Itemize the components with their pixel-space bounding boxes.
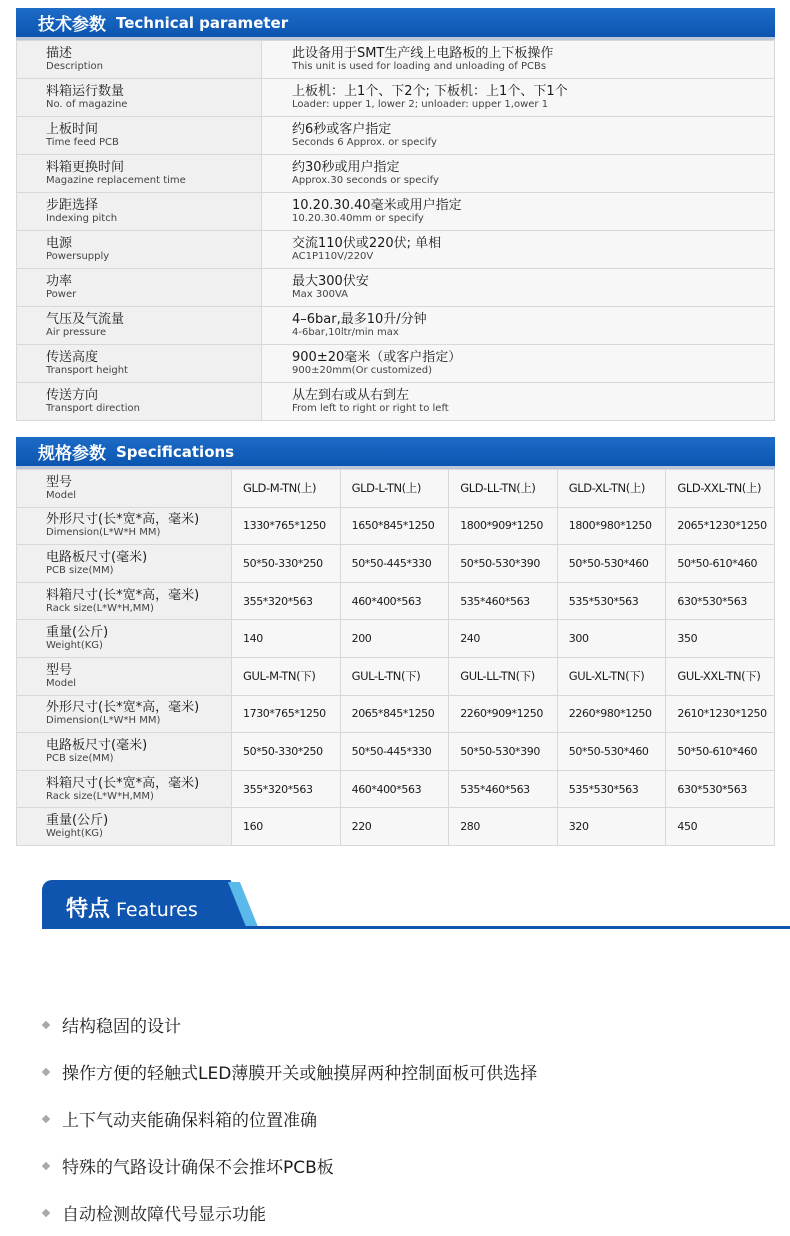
param-value-cell: [262, 193, 775, 231]
spec-value-cell: GUL-L-TN(下): [340, 657, 449, 695]
spec-value-cell: 2260*980*1250: [557, 695, 666, 733]
spec-label-cell: [17, 733, 232, 771]
spec-label-en: Weight(KG): [46, 828, 103, 840]
spec-value-cell: 160: [232, 808, 341, 846]
param-label-en: Transport height: [46, 365, 128, 376]
table-row: [17, 307, 775, 345]
spec-value-cell: 2260*909*1250: [449, 695, 558, 733]
param-label-cell: [17, 231, 262, 269]
spec-label-en: PCB size(MM): [46, 752, 114, 764]
table-row: [17, 117, 775, 155]
spec-value-cell: 450: [666, 808, 775, 846]
param-value-cell: [262, 79, 775, 117]
param-value-zh: 900±20毫米（或客户指定）: [292, 350, 462, 365]
table-row: [17, 155, 775, 193]
spec-label-cell: [17, 507, 232, 545]
spec-label-cell: [17, 695, 232, 733]
spec-label-zh: 电路板尺寸(毫米): [46, 549, 148, 565]
param-label-cell: [17, 117, 262, 155]
spec-value-cell: 50*50-530*390: [449, 733, 558, 771]
spec-value-cell: 460*400*563: [340, 582, 449, 620]
diamond-bullet-icon: [42, 1208, 50, 1216]
param-label-cell: [17, 155, 262, 193]
param-value-en: 4-6bar,10ltr/min max: [292, 327, 399, 338]
diamond-bullet-icon: [42, 1020, 50, 1028]
table-row: [17, 808, 775, 846]
param-value-en: 900±20mm(Or customized): [292, 365, 432, 376]
feature-text: 操作方便的轻触式LED薄膜开关或触摸屏两种控制面板可供选择: [62, 1064, 538, 1084]
spec-label-en: Rack size(L*W*H,MM): [46, 790, 154, 802]
spec-label-en: Model: [46, 677, 77, 689]
spec-value-cell: 50*50-610*460: [666, 545, 775, 583]
spec-value-cell: 460*400*563: [340, 770, 449, 808]
diamond-bullet-icon: [42, 1067, 50, 1075]
param-label-zh: 气压及气流量: [46, 312, 125, 327]
feature-text: 特殊的气路设计确保不会推坏PCB板: [62, 1158, 334, 1178]
features-list: [40, 1001, 780, 1236]
param-label-zh: 功率: [46, 274, 73, 289]
table-row: [17, 269, 775, 307]
spec-value-cell: 140: [232, 620, 341, 658]
param-label-zh: 电源: [46, 236, 73, 251]
param-label-cell: [17, 193, 262, 231]
table-row: [17, 231, 775, 269]
spec-value-cell: 355*320*563: [232, 582, 341, 620]
spec-value-cell: GLD-XL-TN(上): [557, 470, 666, 508]
section-title-en: Specifications: [116, 442, 235, 461]
table-row: [17, 695, 775, 733]
param-value-zh: 最大300伏安: [292, 274, 369, 289]
spec-value-cell: 2065*845*1250: [340, 695, 449, 733]
spec-value-cell: GUL-M-TN(下): [232, 657, 341, 695]
spec-value-cell: 535*460*563: [449, 582, 558, 620]
spec-label-en: Model: [46, 489, 77, 501]
features-underline: [42, 926, 790, 929]
param-value-en: Loader: upper 1, lower 2; unloader: upper 1,ower 1: [292, 99, 549, 110]
spec-value-cell: 240: [449, 620, 558, 658]
spec-value-cell: 220: [340, 808, 449, 846]
param-label-zh: 步距选择: [46, 198, 99, 213]
spec-value-cell: 50*50-330*250: [232, 545, 341, 583]
param-value-zh: 从左到右或从右到左: [292, 388, 410, 403]
param-label-cell: [17, 79, 262, 117]
param-label-en: No. of magazine: [46, 99, 128, 110]
table-row: [17, 657, 775, 695]
feature-text: 上下气动夹能确保料箱的位置准确: [62, 1111, 317, 1131]
spec-value-cell: 200: [340, 620, 449, 658]
param-label-cell: [17, 345, 262, 383]
param-value-cell: [262, 231, 775, 269]
spec-value-cell: 1800*909*1250: [449, 507, 558, 545]
spec-value-cell: 355*320*563: [232, 770, 341, 808]
param-label-en: Transport direction: [46, 403, 140, 414]
spec-label-cell: [17, 770, 232, 808]
spec-label-cell: [17, 470, 232, 508]
spec-value-cell: 50*50-610*460: [666, 733, 775, 771]
feature-item: [40, 1095, 780, 1142]
spec-label-zh: 重量(公斤): [46, 813, 109, 829]
spec-value-cell: GLD-L-TN(上): [340, 470, 449, 508]
spec-value-cell: 320: [557, 808, 666, 846]
param-value-en: 10.20.30.40mm or specify: [292, 213, 424, 224]
specifications-table: [16, 469, 775, 846]
technical-parameter-header: [16, 8, 775, 40]
feature-item: [40, 1142, 780, 1189]
diamond-bullet-icon: [42, 1161, 50, 1169]
spec-label-zh: 外形尺寸(长*宽*高，毫米): [46, 700, 200, 716]
param-value-zh: 交流110伏或220伏; 单相: [292, 236, 442, 251]
table-row: [17, 620, 775, 658]
spec-label-zh: 电路板尺寸(毫米): [46, 737, 148, 753]
spec-value-cell: 1650*845*1250: [340, 507, 449, 545]
spec-value-cell: 630*530*563: [666, 770, 775, 808]
spec-label-en: Rack size(L*W*H,MM): [46, 602, 154, 614]
param-label-zh: 传送方向: [46, 388, 99, 403]
table-row: [17, 770, 775, 808]
param-value-en: This unit is used for loading and unloading of PCBs: [292, 61, 547, 72]
table-row: [17, 41, 775, 79]
features-title: [66, 892, 198, 923]
table-row: [17, 383, 775, 421]
spec-label-zh: 重量(公斤): [46, 625, 109, 641]
specifications-header: [16, 437, 775, 469]
spec-value-cell: 50*50-530*390: [449, 545, 558, 583]
param-value-cell: [262, 345, 775, 383]
table-row: [17, 545, 775, 583]
spec-value-cell: 630*530*563: [666, 582, 775, 620]
spec-value-cell: 1330*765*1250: [232, 507, 341, 545]
table-row: [17, 470, 775, 508]
spec-value-cell: 50*50-530*460: [557, 545, 666, 583]
section-title-zh: 技术参数: [38, 15, 106, 35]
feature-item: [40, 1001, 780, 1048]
param-label-en: Air pressure: [46, 327, 107, 338]
spec-value-cell: 50*50-330*250: [232, 733, 341, 771]
param-label-zh: 上板时间: [46, 122, 99, 137]
param-value-cell: [262, 383, 775, 421]
spec-label-cell: [17, 545, 232, 583]
spec-label-cell: [17, 620, 232, 658]
diamond-bullet-icon: [42, 1114, 50, 1122]
table-row: [17, 582, 775, 620]
feature-item: [40, 1048, 780, 1095]
param-value-cell: [262, 307, 775, 345]
spec-label-zh: 型号: [46, 474, 73, 490]
param-label-cell: [17, 307, 262, 345]
spec-value-cell: 535*530*563: [557, 582, 666, 620]
table-row: [17, 345, 775, 383]
spec-value-cell: GLD-XXL-TN(上): [666, 470, 775, 508]
spec-value-cell: 535*460*563: [449, 770, 558, 808]
spec-label-en: Weight(KG): [46, 640, 103, 652]
param-value-cell: [262, 269, 775, 307]
spec-label-en: PCB size(MM): [46, 564, 114, 576]
features-title-zh: 特点: [66, 897, 111, 922]
table-row: [17, 733, 775, 771]
spec-label-zh: 料箱尺寸(长*宽*高，毫米): [46, 587, 200, 603]
spec-label-cell: [17, 582, 232, 620]
param-value-en: AC1P110V/220V: [292, 251, 374, 262]
param-value-en: Max 300VA: [292, 289, 348, 300]
param-value-en: Seconds 6 Approx. or specify: [292, 137, 437, 148]
param-label-zh: 传送高度: [46, 350, 99, 365]
param-label-cell: [17, 383, 262, 421]
param-label-en: Description: [46, 61, 103, 72]
spec-label-zh: 型号: [46, 662, 73, 678]
param-value-zh: 上板机：上1个、下2个; 下板机：上1个、下1个: [292, 84, 568, 99]
technical-parameter-table: [16, 40, 775, 421]
param-label-en: Power: [46, 289, 77, 300]
spec-value-cell: 1730*765*1250: [232, 695, 341, 733]
param-label-cell: [17, 41, 262, 79]
param-label-cell: [17, 269, 262, 307]
spec-value-cell: 50*50-530*460: [557, 733, 666, 771]
param-label-en: Magazine replacement time: [46, 175, 186, 186]
section-title-zh: 规格参数: [38, 444, 106, 464]
param-label-zh: 料箱更换时间: [46, 160, 125, 175]
spec-label-cell: [17, 808, 232, 846]
param-value-cell: [262, 155, 775, 193]
table-row: [17, 79, 775, 117]
param-value-zh: 此设备用于SMT生产线上电路板的上下板操作: [292, 46, 554, 61]
param-value-zh: 约6秒或客户指定: [292, 122, 392, 137]
spec-label-en: Dimension(L*W*H MM): [46, 715, 161, 727]
spec-value-cell: GUL-LL-TN(下): [449, 657, 558, 695]
spec-value-cell: 300: [557, 620, 666, 658]
spec-value-cell: 280: [449, 808, 558, 846]
feature-text: 结构稳固的设计: [62, 1017, 181, 1037]
spec-label-zh: 料箱尺寸(长*宽*高，毫米): [46, 775, 200, 791]
spec-value-cell: 50*50-445*330: [340, 733, 449, 771]
param-label-en: Time feed PCB: [46, 137, 119, 148]
spec-value-cell: 2065*1230*1250: [666, 507, 775, 545]
features-title-en: Features: [116, 899, 198, 921]
param-value-cell: [262, 41, 775, 79]
param-label-zh: 料箱运行数量: [46, 84, 125, 99]
param-value-zh: 约30秒或用户指定: [292, 160, 400, 175]
param-value-en: Approx.30 seconds or specify: [292, 175, 439, 186]
spec-label-zh: 外形尺寸(长*宽*高，毫米): [46, 512, 200, 528]
spec-value-cell: GUL-XL-TN(下): [557, 657, 666, 695]
spec-value-cell: GLD-LL-TN(上): [449, 470, 558, 508]
param-label-en: Powersupply: [46, 251, 110, 262]
spec-value-cell: 2610*1230*1250: [666, 695, 775, 733]
spec-value-cell: 535*530*563: [557, 770, 666, 808]
spec-value-cell: 50*50-445*330: [340, 545, 449, 583]
spec-label-en: Dimension(L*W*H MM): [46, 527, 161, 539]
param-value-zh: 4–6bar,最多10升/分钟: [292, 312, 427, 327]
param-value-zh: 10.20.30.40毫米或用户指定: [292, 198, 462, 213]
param-value-cell: [262, 117, 775, 155]
spec-value-cell: 350: [666, 620, 775, 658]
feature-text: 自动检测故障代号显示功能: [62, 1205, 266, 1225]
table-row: [17, 193, 775, 231]
spec-value-cell: GLD-M-TN(上): [232, 470, 341, 508]
spec-value-cell: GUL-XXL-TN(下): [666, 657, 775, 695]
param-value-en: From left to right or right to left: [292, 403, 449, 414]
spec-value-cell: 1800*980*1250: [557, 507, 666, 545]
table-row: [17, 507, 775, 545]
features-header: [42, 880, 790, 930]
section-title-en: Technical parameter: [116, 13, 289, 32]
param-label-zh: 描述: [46, 46, 73, 61]
spec-label-cell: [17, 657, 232, 695]
param-label-en: Indexing pitch: [46, 213, 118, 224]
